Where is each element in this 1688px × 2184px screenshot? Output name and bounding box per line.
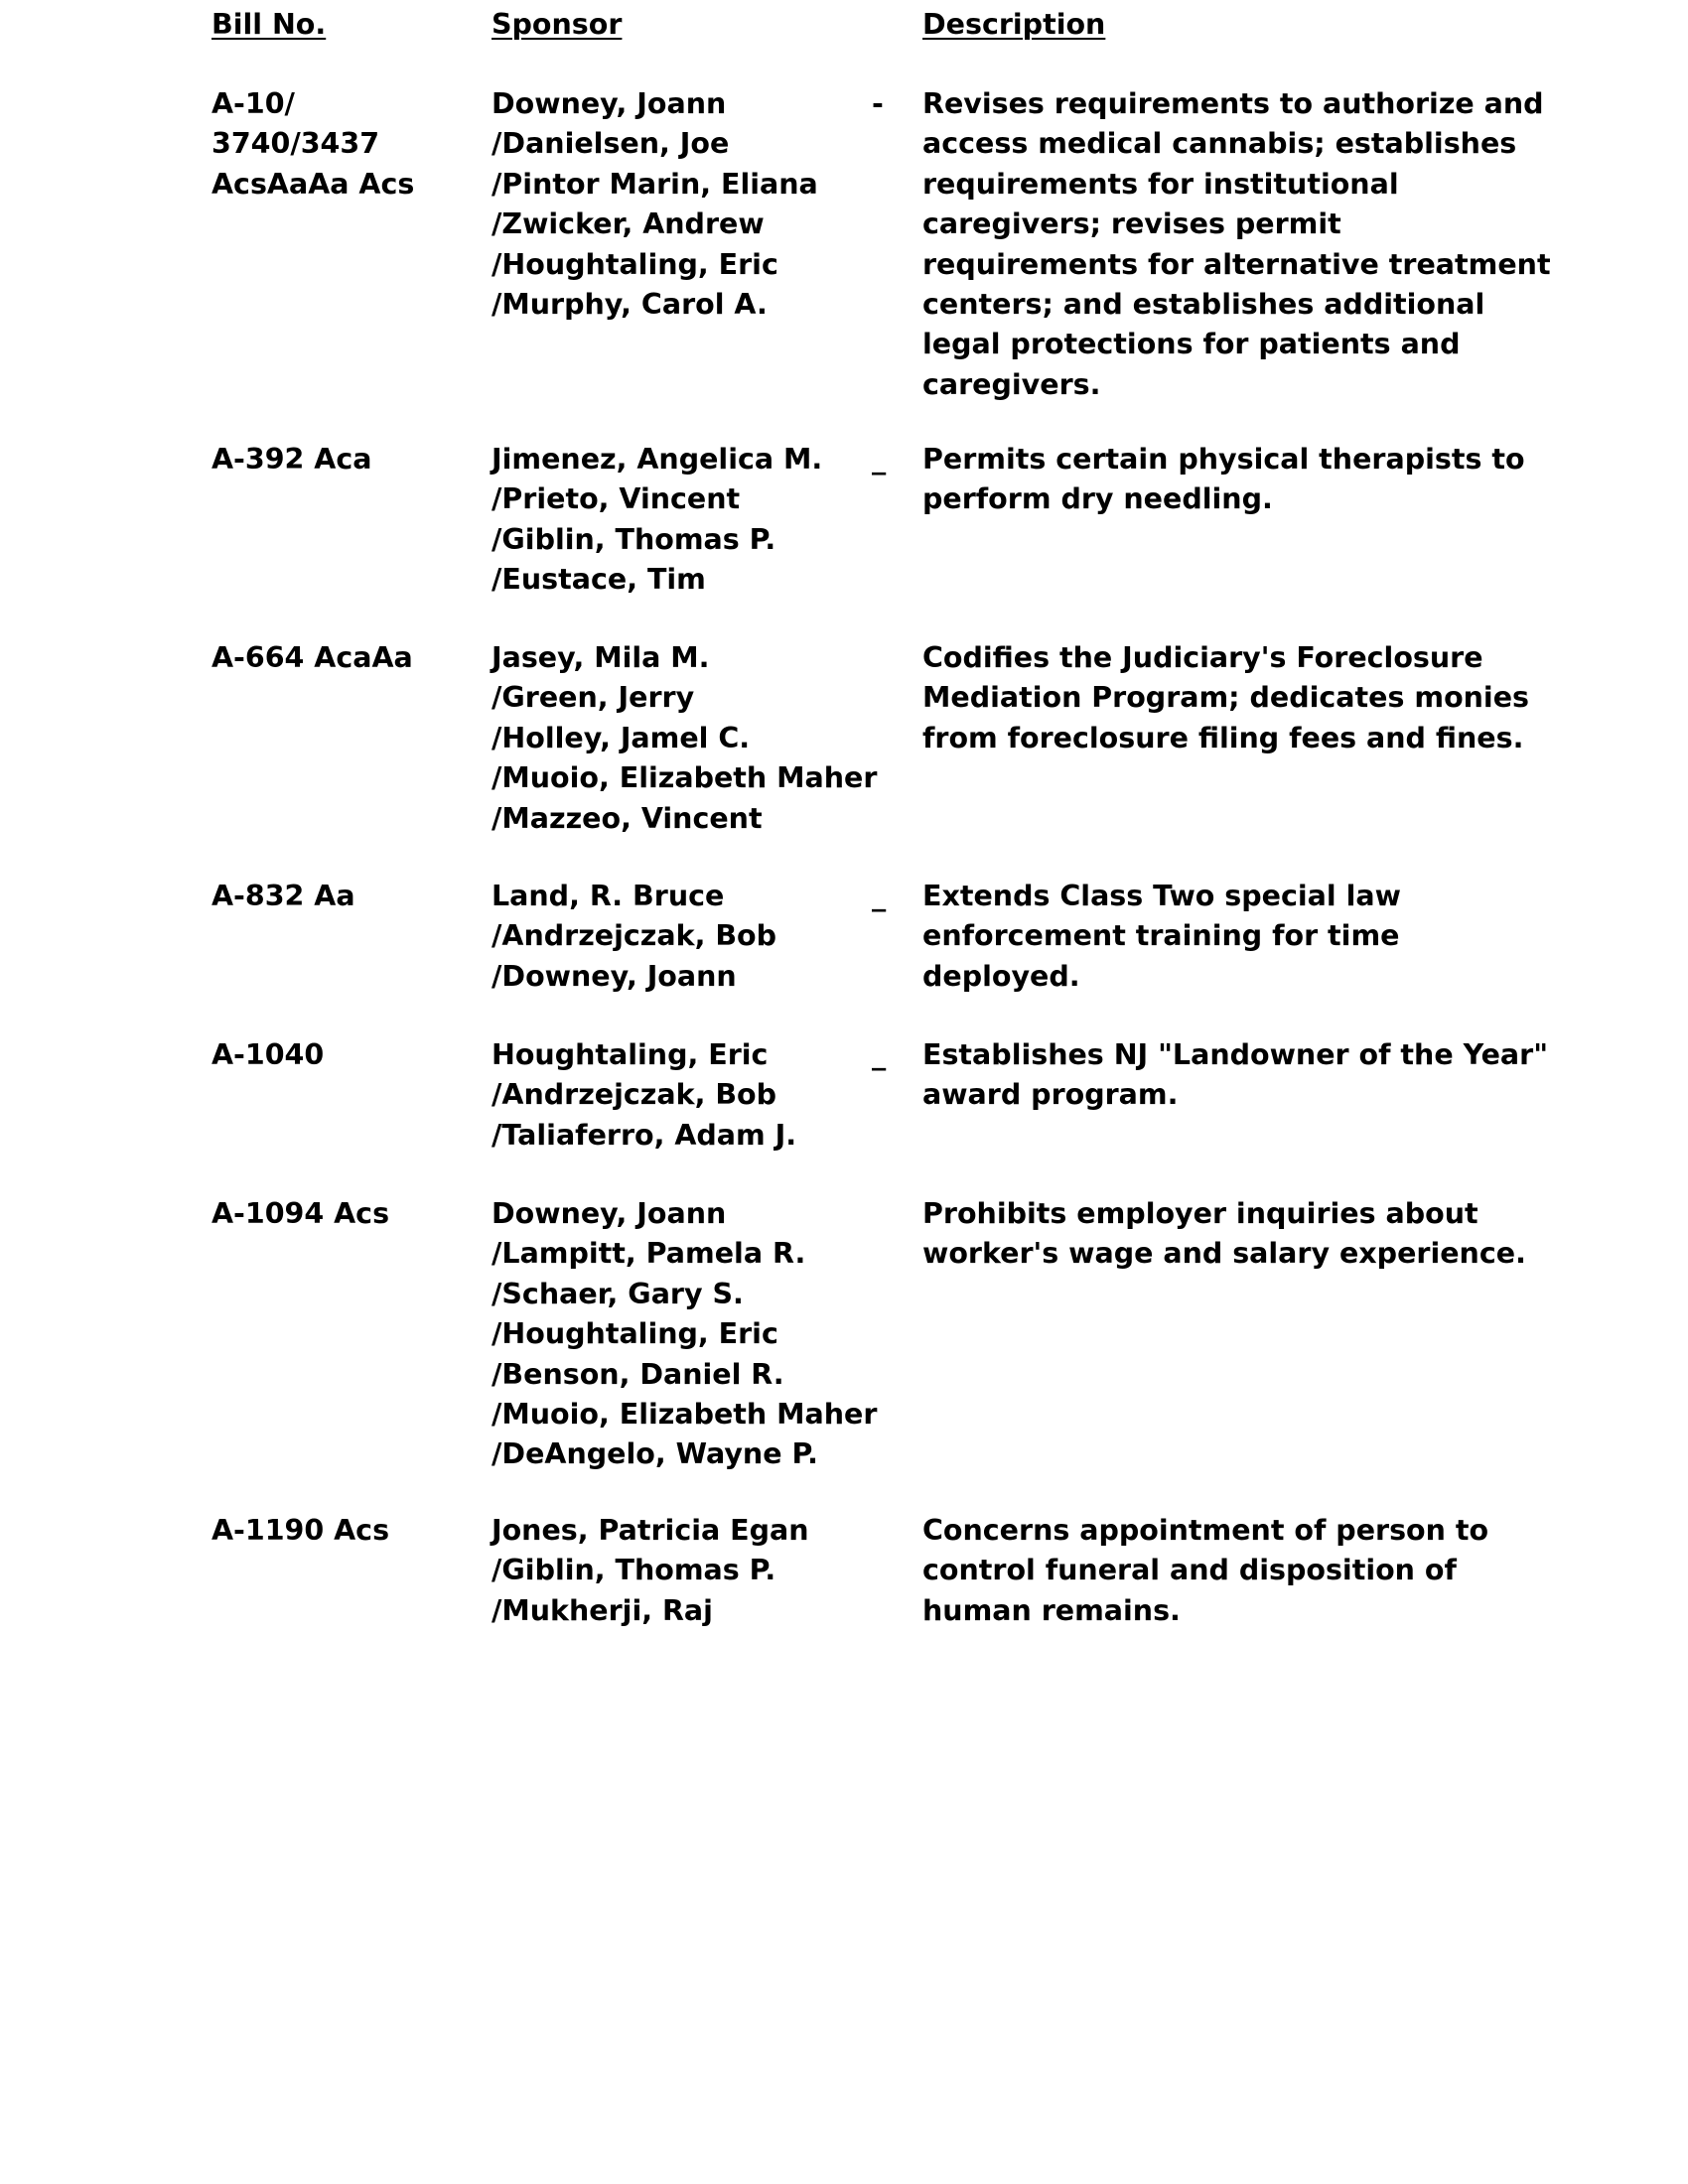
sponsor-line: /Giblin, Thomas P. <box>492 1554 776 1587</box>
sponsor-cell <box>492 440 859 601</box>
description-line: legal protections for patients and <box>922 328 1461 361</box>
description-cell <box>922 440 1525 520</box>
bill-number-cell <box>211 638 480 678</box>
description-cell <box>922 1194 1526 1275</box>
header-description: Description <box>922 8 1106 41</box>
status-mark <box>872 440 902 479</box>
status-mark-glyph: _ <box>872 880 887 912</box>
sponsor-line: /Taliaferro, Adam J. <box>492 1118 797 1152</box>
sponsor-cell <box>492 1511 859 1631</box>
description-line: perform dry needling. <box>922 482 1273 516</box>
description-line: Establishes NJ "Landowner of the Year" <box>922 1038 1549 1071</box>
sponsor-line: /Eustace, Tim <box>492 563 706 597</box>
bill-number-line: 3740/3437 <box>211 127 380 161</box>
description-line: worker's wage and salary experience. <box>922 1237 1526 1271</box>
sponsor-line: /Giblin, Thomas P. <box>492 522 776 556</box>
bill-number-cell <box>211 84 480 205</box>
bill-number-line: A-1040 <box>211 1038 325 1071</box>
sponsor-line: Downey, Joann <box>492 87 727 120</box>
description-line: control funeral and disposition of <box>922 1554 1457 1587</box>
sponsor-line: /Schaer, Gary S. <box>492 1277 744 1310</box>
bill-number-line: AcsAaAa Acs <box>211 167 415 201</box>
sponsor-line: /Mazzeo, Vincent <box>492 801 763 835</box>
bill-number-cell <box>211 877 480 916</box>
bill-number-line: A-664 AcaAa <box>211 641 413 674</box>
description-cell <box>922 1511 1489 1631</box>
description-line: Codifies the Judiciary's Foreclosure <box>922 641 1483 674</box>
sponsor-line: /Muoio, Elizabeth Maher <box>492 761 878 795</box>
description-cell <box>922 84 1551 405</box>
sponsor-line: Houghtaling, Eric <box>492 1038 769 1071</box>
sponsor-line: /Muoio, Elizabeth Maher <box>492 1398 878 1432</box>
sponsor-line: /DeAngelo, Wayne P. <box>492 1437 818 1471</box>
description-cell <box>922 638 1529 758</box>
sponsor-cell <box>492 638 878 839</box>
status-mark <box>872 1035 902 1075</box>
description-line: Revises requirements to authorize and <box>922 87 1544 120</box>
sponsor-line: /Prieto, Vincent <box>492 482 741 516</box>
sponsor-line: /Andrzejczak, Bob <box>492 919 777 953</box>
header-sponsor: Sponsor <box>492 8 623 41</box>
sponsor-cell <box>492 84 859 325</box>
bill-number-line: A-392 Aca <box>211 443 372 476</box>
sponsor-line: /Houghtaling, Eric <box>492 1317 778 1351</box>
bill-number-line: A-1190 Acs <box>211 1514 390 1547</box>
sponsor-line: /Holley, Jamel C. <box>492 721 751 754</box>
description-line: deployed. <box>922 959 1080 993</box>
sponsor-cell <box>492 1194 878 1475</box>
description-line: centers; and establishes additional <box>922 288 1485 322</box>
sponsor-line: /Lampitt, Pamela R. <box>492 1237 806 1271</box>
description-cell <box>922 877 1478 997</box>
description-line: enforcement training for time <box>922 919 1400 953</box>
bill-number-cell <box>211 440 480 479</box>
description-line: requirements for institutional <box>922 167 1399 201</box>
sponsor-cell <box>492 877 859 997</box>
sponsor-line: Jones, Patricia Egan <box>492 1514 809 1547</box>
bill-number-line: A-832 Aa <box>211 880 355 912</box>
sponsor-line: Jimenez, Angelica M. <box>492 443 823 476</box>
sponsor-line: /Andrzejczak, Bob <box>492 1078 777 1112</box>
description-line: Mediation Program; dedicates monies <box>922 681 1529 715</box>
description-line: Extends Class Two special law <box>922 880 1401 912</box>
description-line: Concerns appointment of person to <box>922 1514 1489 1547</box>
status-mark-glyph: _ <box>872 443 887 476</box>
status-mark-glyph: - <box>872 87 884 120</box>
bill-number-cell <box>211 1194 480 1234</box>
table-header <box>0 5 1688 47</box>
sponsor-line: /Houghtaling, Eric <box>492 247 778 281</box>
description-line: award program. <box>922 1078 1179 1112</box>
sponsor-line: /Danielsen, Joe <box>492 127 730 161</box>
sponsor-line: /Benson, Daniel R. <box>492 1357 784 1391</box>
status-mark-glyph: _ <box>872 1038 887 1071</box>
description-line: Prohibits employer inquiries about <box>922 1197 1478 1230</box>
sponsor-line: /Zwicker, Andrew <box>492 207 765 241</box>
sponsor-line: /Mukherji, Raj <box>492 1593 713 1627</box>
header-bill-no: Bill No. <box>211 8 327 41</box>
description-line: caregivers. <box>922 367 1101 401</box>
sponsor-line: Jasey, Mila M. <box>492 641 710 674</box>
status-mark <box>872 84 902 124</box>
bill-number-cell <box>211 1035 480 1075</box>
bill-number-line: A-1094 Acs <box>211 1197 390 1230</box>
description-line: from foreclosure filing fees and fines. <box>922 721 1524 754</box>
description-line: Permits certain physical therapists to <box>922 443 1525 476</box>
sponsor-line: Downey, Joann <box>492 1197 727 1230</box>
sponsor-cell <box>492 1035 859 1156</box>
bill-number-line: A-10/ <box>211 87 295 120</box>
description-line: access medical cannabis; establishes <box>922 127 1517 161</box>
sponsor-line: /Murphy, Carol A. <box>492 288 768 322</box>
description-line: requirements for alternative treatment <box>922 247 1551 281</box>
sponsor-line: /Downey, Joann <box>492 959 737 993</box>
description-line: caregivers; revises permit <box>922 207 1341 241</box>
bill-number-cell <box>211 1511 480 1551</box>
status-mark <box>872 877 902 916</box>
description-cell <box>922 1035 1549 1116</box>
description-line: human remains. <box>922 1593 1181 1627</box>
sponsor-line: /Pintor Marin, Eliana <box>492 167 818 201</box>
sponsor-line: Land, R. Bruce <box>492 880 725 912</box>
sponsor-line: /Green, Jerry <box>492 681 695 715</box>
